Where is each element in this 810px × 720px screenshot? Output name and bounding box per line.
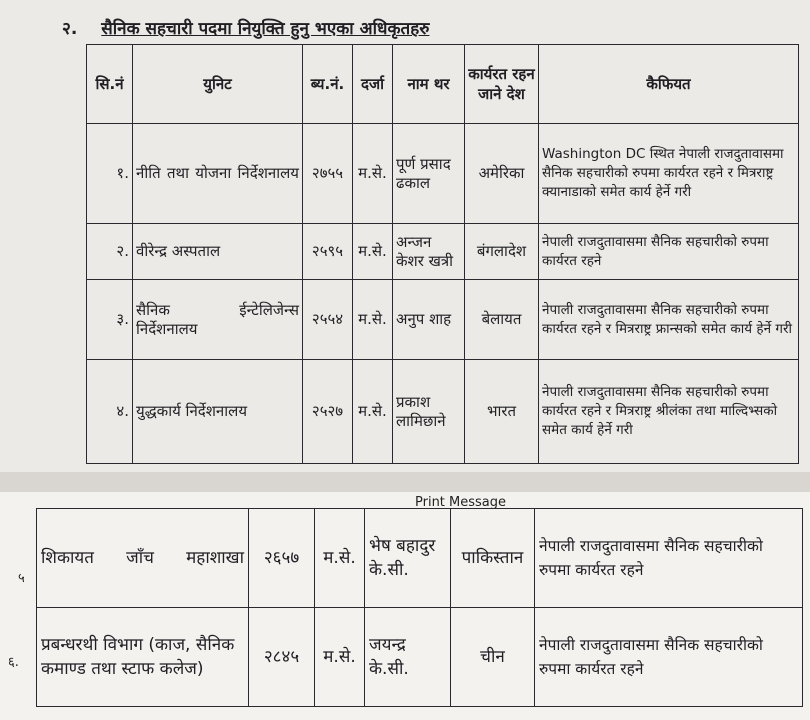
header-rank: दर्जा (353, 45, 393, 124)
cell-rank: म.से. (353, 280, 393, 360)
row5-sn: ५ (18, 571, 25, 586)
cell-rank: म.से. (315, 509, 365, 608)
cell-remarks: Washington DC स्थित नेपाली राजदुतावासमा सैनिक सहचारीको रुपमा कार्यरत रहने र मित्रराष्ट्र क्यानाडाको समेत कार्य हेर्ने गरी (539, 124, 799, 224)
header-id: ब्य.नं. (303, 45, 353, 124)
cell-country: बेलायत (465, 280, 539, 360)
cell-rank: म.से. (353, 360, 393, 464)
cell-unit: वीरेन्द्र अस्पताल (133, 224, 303, 280)
section-heading (62, 16, 429, 39)
cell-country: पाकिस्तान (451, 509, 535, 608)
table-row (37, 509, 803, 608)
cell-remarks: नेपाली राजदुतावासमा सैनिक सहचारीको रुपमा कार्यरत रहने र मित्रराष्ट्र श्रीलंका तथा माल्दिभ्सको समेत कार्य हेर्ने गरी (539, 360, 799, 464)
cell-id: २५५४ (303, 280, 353, 360)
officers-table-continued (36, 508, 803, 707)
cell-rank: म.से. (353, 224, 393, 280)
table-row (87, 124, 799, 224)
section-number: २. (62, 19, 78, 39)
cell-remarks: नेपाली राजदुतावासमा सैनिक सहचारीको रुपमा कार्यरत रहने र मित्रराष्ट्र फ्रान्सको समेत कार्य हेर्ने गरी (539, 280, 799, 360)
cell-unit: शिकायत जाँच महाशाखा (37, 509, 249, 608)
cell-sn: ४. (87, 360, 133, 464)
cell-unit: सैनिक ईन्टेलिजेन्स निर्देशनालय (133, 280, 303, 360)
cell-remarks: नेपाली राजदुतावासमा सैनिक सहचारीको रुपमा कार्यरत रहने (539, 224, 799, 280)
cell-name: प्रकाश लामिछाने (393, 360, 465, 464)
cell-id: २६५७ (249, 509, 315, 608)
cell-name: जयन्द्र के.सी. (365, 608, 451, 707)
cell-country: चीन (451, 608, 535, 707)
cell-name: अन्जन केशर खत्री (393, 224, 465, 280)
cell-id: २५२७ (303, 360, 353, 464)
cell-name: पूर्ण प्रसाद ढकाल (393, 124, 465, 224)
cell-country: बंगलादेश (465, 224, 539, 280)
cell-unit: नीति तथा योजना निर्देशनालय (133, 124, 303, 224)
cell-sn: ३. (87, 280, 133, 360)
officers-table (86, 44, 799, 464)
cell-name: भेष बहादुर के.सी. (365, 509, 451, 608)
print-message-label: Print Message (415, 495, 507, 510)
table-row (87, 224, 799, 280)
cell-remarks: नेपाली राजदुतावासमा सैनिक सहचारीको रुपमा कार्यरत रहने (535, 509, 803, 608)
header-unit: युनिट (133, 45, 303, 124)
cell-sn: २. (87, 224, 133, 280)
cell-id: २८४५ (249, 608, 315, 707)
cell-remarks: नेपाली राजदुतावासमा सैनिक सहचारीको रुपमा कार्यरत रहने (535, 608, 803, 707)
cell-rank: म.से. (353, 124, 393, 224)
cell-id: २७५५ (303, 124, 353, 224)
table-row (87, 360, 799, 464)
header-country: कार्यरत रहन जाने देश (465, 45, 539, 124)
cell-unit: युद्धकार्य निर्देशनालय (133, 360, 303, 464)
row6-sn: ६. (8, 655, 19, 670)
header-remarks: कैफियत (539, 45, 799, 124)
cell-country: अमेरिका (465, 124, 539, 224)
header-sn: सि.नं (87, 45, 133, 124)
cell-unit: प्रबन्धरथी विभाग (काज, सैनिक कमाण्ड तथा स्टाफ कलेज) (37, 608, 249, 707)
section-title: सैनिक सहचारी पदमा नियुक्ति हुनु भएका अधिकृतहरु (101, 19, 430, 39)
table-header-row (87, 45, 799, 124)
table-row (37, 608, 803, 707)
cell-id: २५९५ (303, 224, 353, 280)
table-row (87, 280, 799, 360)
cell-rank: म.से. (315, 608, 365, 707)
cell-sn: १. (87, 124, 133, 224)
header-name: नाम थर (393, 45, 465, 124)
cell-name: अनुप शाह (393, 280, 465, 360)
cell-country: भारत (465, 360, 539, 464)
